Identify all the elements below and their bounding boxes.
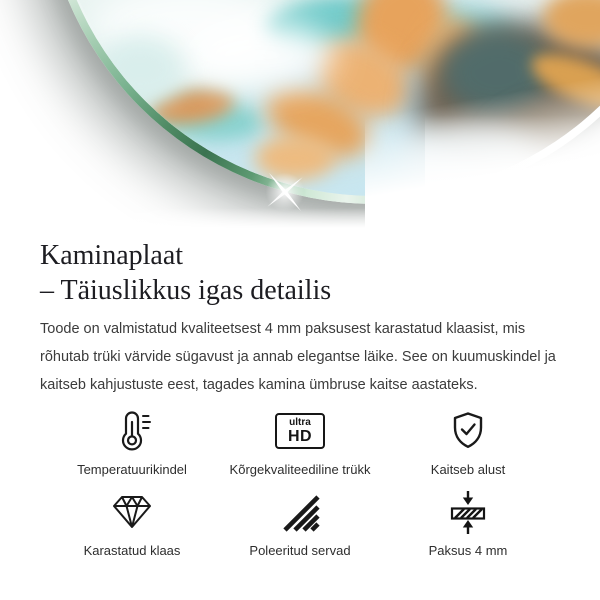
feature-print-quality [216,408,384,477]
product-photo [0,0,600,228]
photo-fade-overlay [425,0,600,228]
thickness-icon [446,489,490,535]
feature-polished-edges [216,489,384,558]
feature-label: Kõrgekvaliteediline trükk [229,462,371,477]
feature-label: Paksus 4 mm [428,543,508,558]
shield-check-icon [446,408,490,454]
photo-fade-overlay [0,208,600,228]
product-description: Toode on valmistatud kvaliteetsest 4 mm paksusest karastatud klaasist, mis rõhutab trüki värvide sügavust ja annab elegantse läike. See on kuumuskindel ja kaitseb kahjustuste eest, tagades kamina ümbruse kaitse aastateks. [40,321,556,393]
paint-blob [185,20,335,90]
paint-blob [95,35,185,105]
uhd-badge-text: HD [287,428,313,445]
feature-thickness [384,489,552,558]
feature-label: Karastatud klaas [83,543,181,558]
uhd-badge-text: ultra [289,417,311,428]
content-area [0,238,600,558]
thermometer-icon [110,408,154,454]
feature-protects-base [384,408,552,477]
page-title [40,238,560,308]
title-line-2: – Täiuslikkus igas detailis [40,275,332,306]
feature-label: Kaitseb alust [430,462,506,477]
features-grid [40,399,560,558]
feature-tempered-glass [48,489,216,558]
title-line-1: Kaminaplaat [40,240,184,271]
feature-label: Temperatuurikindel [77,462,187,477]
feature-temperature [48,408,216,477]
feature-label: Poleeritud servad [249,543,351,558]
ultra-hd-icon [275,408,325,454]
polished-edges-icon [277,489,323,535]
diamond-icon [110,489,154,535]
